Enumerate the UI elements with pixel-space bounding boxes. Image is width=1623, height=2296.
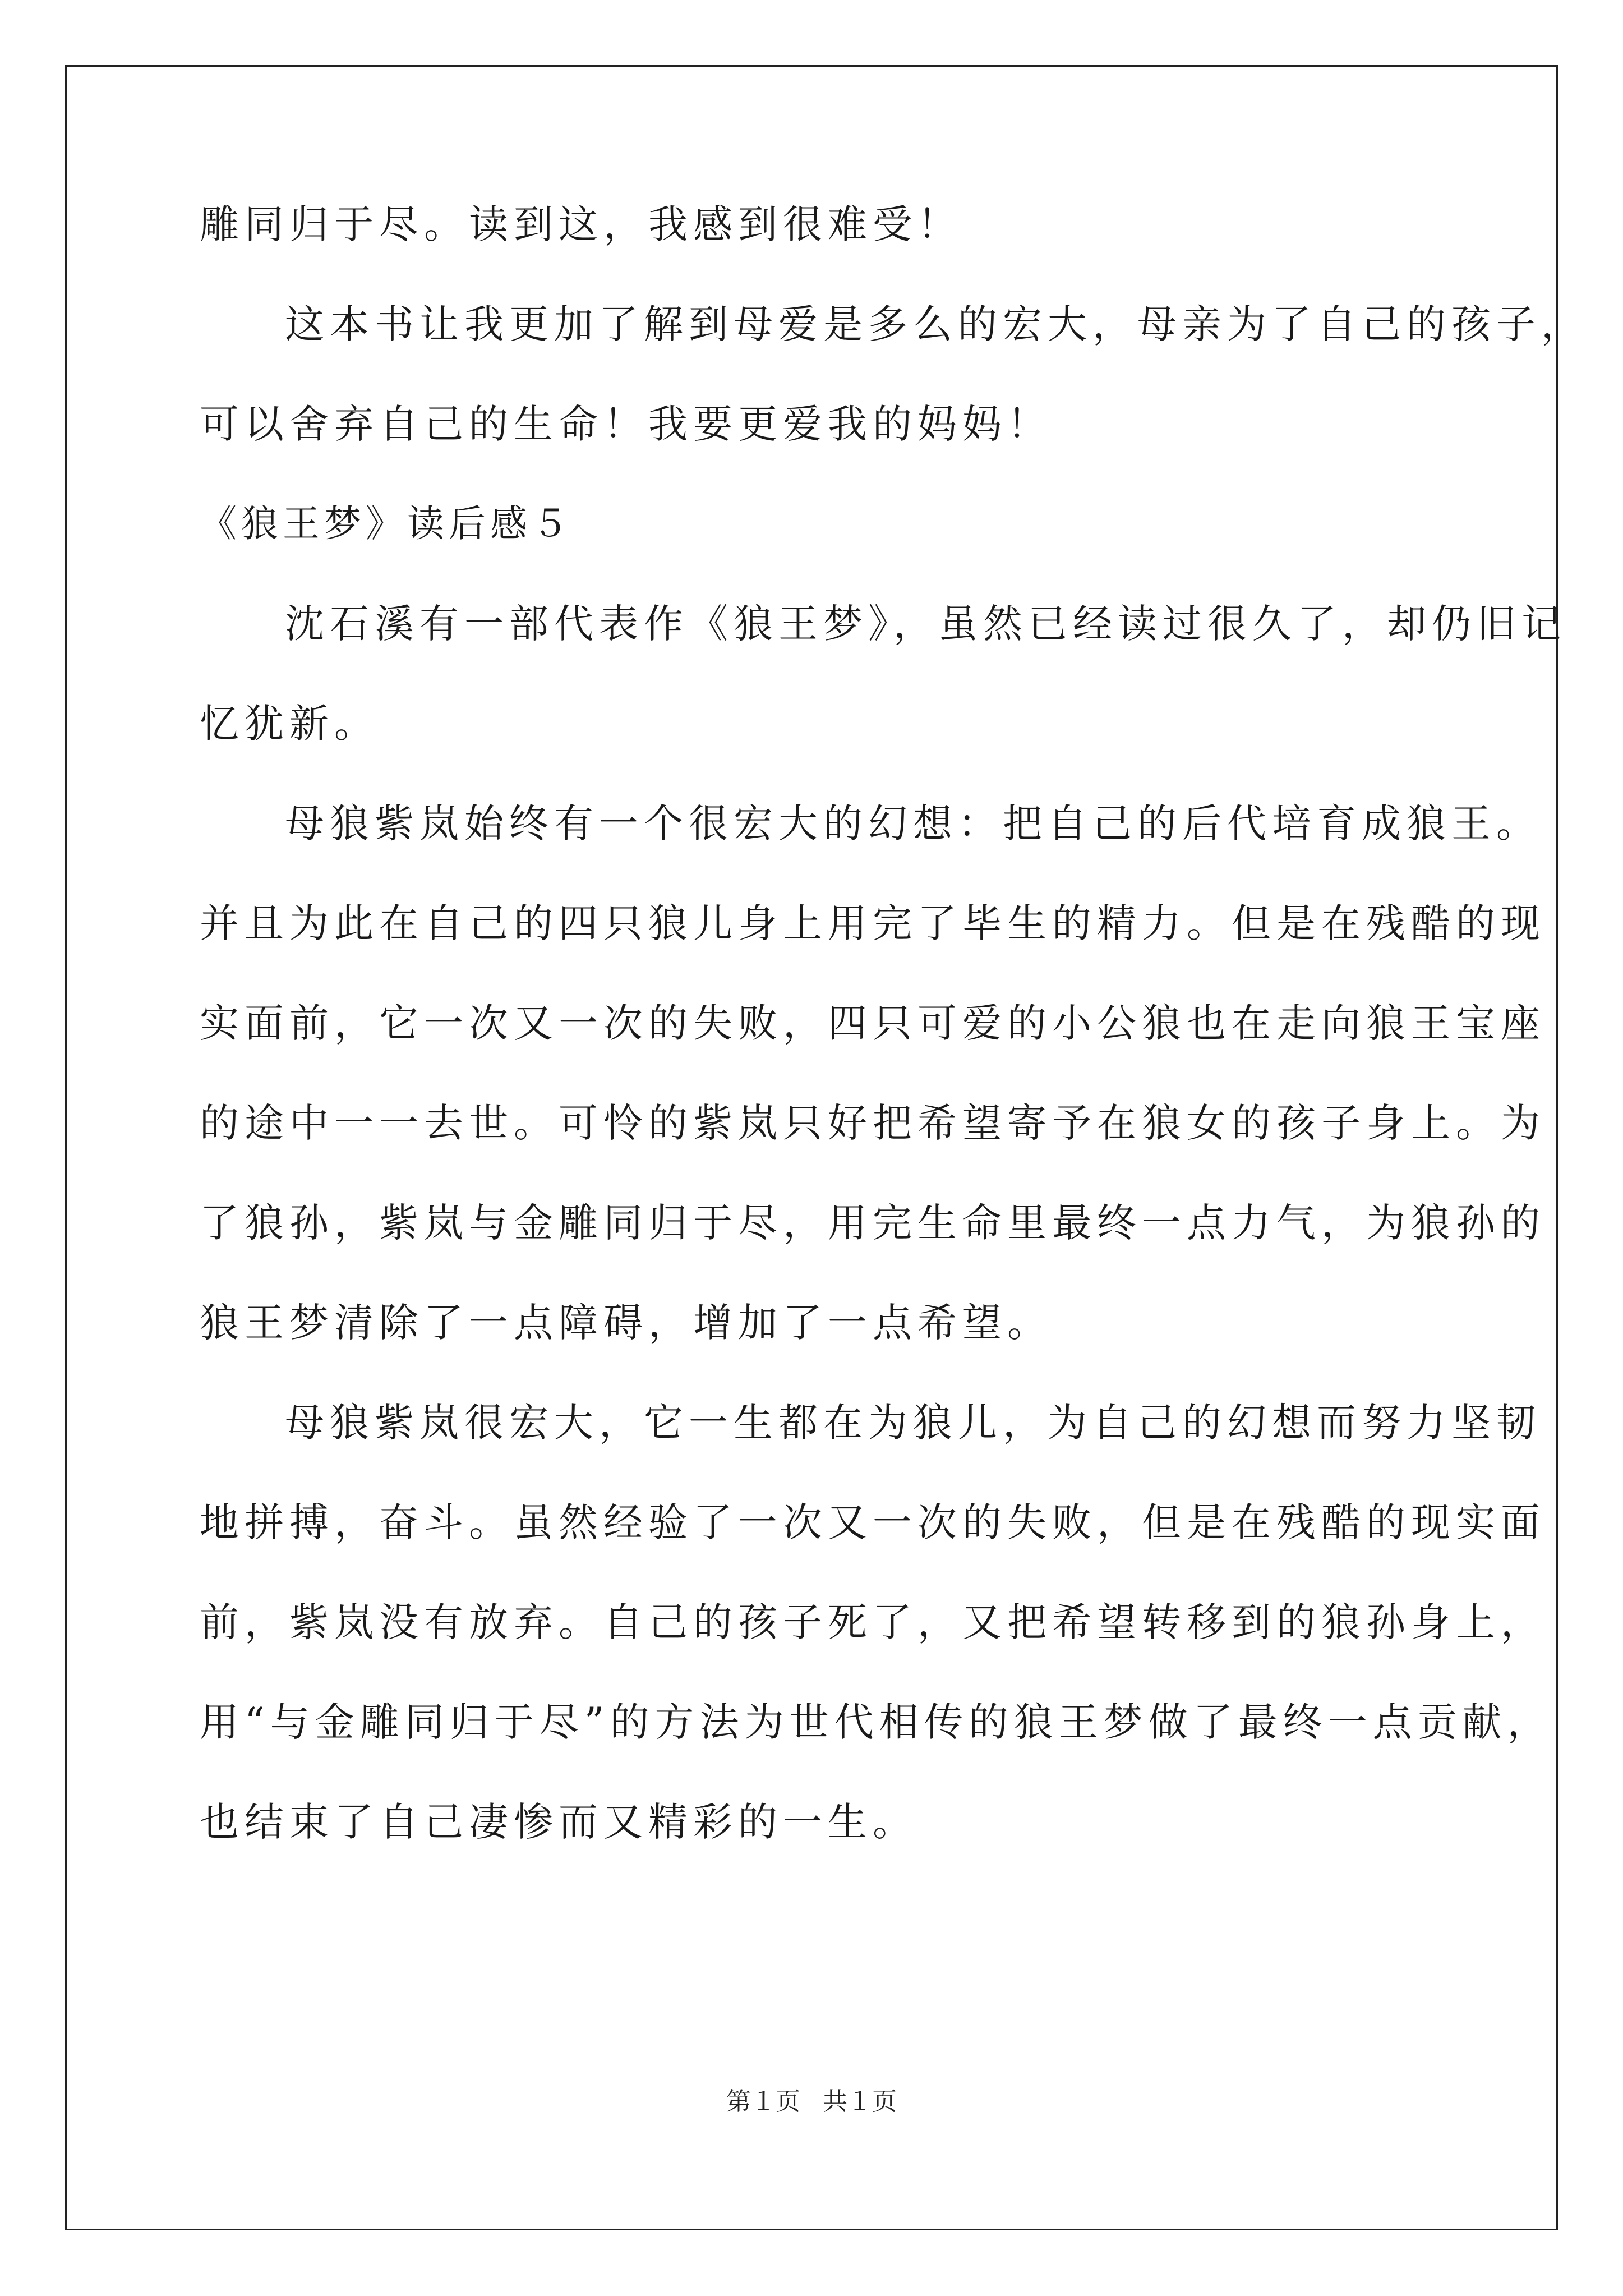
text-line: 用“与金雕同归于尽”的方法为世代相传的狼王梦做了最终一点贡献， [200, 1699, 1552, 1745]
text-line: 沈石溪有一部代表作《狼王梦》，虽然已经读过很久了，却仍旧记 [285, 601, 1566, 647]
text-line: 母狼紫岚很宏大，它一生都在为狼儿，为自己的幻想而努力坚韧 [285, 1400, 1541, 1446]
text-line: 并且为此在自己的四只狼儿身上用完了毕生的精力。但是在残酷的现 [200, 900, 1546, 946]
text-line: 的途中一一去世。可怜的紫岚只好把希望寄予在狼女的孩子身上。为 [200, 1100, 1546, 1146]
text-line: 实面前，它一次又一次的失败，四只可爱的小公狼也在走向狼王宝座 [200, 1000, 1546, 1046]
section-heading: 《狼王梦》读后感５ [200, 502, 573, 545]
text-line: 母狼紫岚始终有一个很宏大的幻想：把自己的后代培育成狼王。 [285, 800, 1541, 846]
text-line: 可以舍弃自己的生命！我要更爱我的妈妈！ [200, 401, 1052, 447]
page-total: 共１页 [823, 2088, 897, 2115]
page-footer [0, 2081, 1623, 2117]
page-number: 第１页 [726, 2088, 800, 2115]
text-line: 这本书让我更加了解到母爱是多么的宏大，母亲为了自己的孩子， [285, 301, 1586, 347]
text-line: 忆犹新。 [200, 701, 379, 747]
text-line: 雕同归于尽。读到这，我感到很难受！ [200, 201, 962, 247]
document-body [200, 201, 1586, 1845]
text-line: 地拼搏，奋斗。虽然经验了一次又一次的失败，但是在残酷的现实面 [200, 1499, 1546, 1545]
text-line: 前，紫岚没有放弃。自己的孩子死了，又把希望转移到的狼孙身上， [200, 1599, 1546, 1645]
text-line: 狼王梦清除了一点障碍，增加了一点希望。 [200, 1300, 1052, 1346]
text-line: 了狼孙，紫岚与金雕同归于尽，用完生命里最终一点力气，为狼孙的 [200, 1200, 1546, 1246]
text-line: 也结束了自己凄惨而又精彩的一生。 [200, 1799, 917, 1845]
